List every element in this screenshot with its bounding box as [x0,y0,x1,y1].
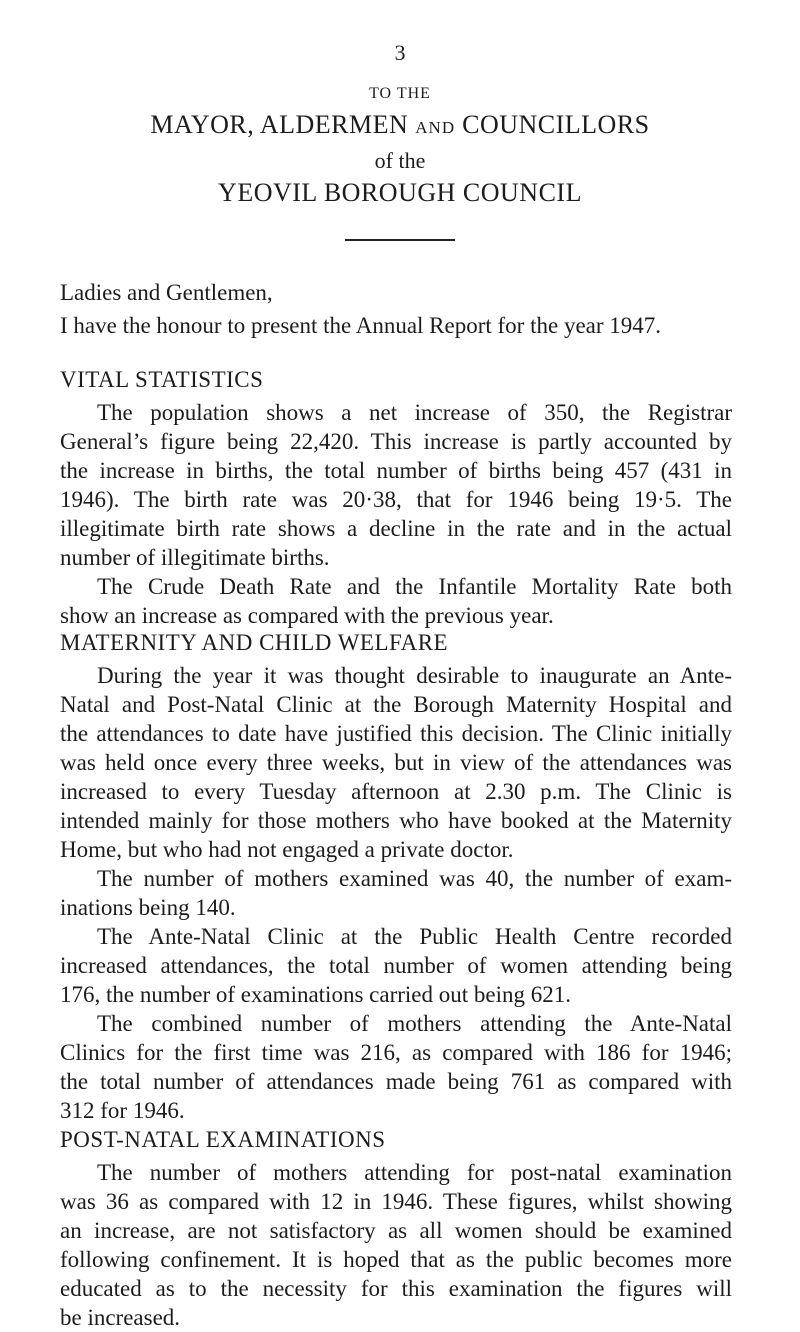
address-of-the: of the [374,148,426,173]
section-heading-vital-statistics: VITAL STATISTICS [60,367,264,392]
text-line: 312 for 1946. [60,1098,185,1123]
address-mayor-line [0,110,800,140]
text-line: illegitimate birth rate shows a decline in the rate and in the actual [60,516,732,541]
text-line: The Crude Death Rate and the Infantile Mortality Rate both [97,574,732,599]
text-line: the attendances to date have justified this decision. The Clinic initially [60,721,732,746]
section-body-maternity [60,661,732,1125]
text-line: Natal and Post-Natal Clinic at the Borough Maternity Hospital and [60,692,732,717]
text-line: Clinics for the first time was 216, as compared with 186 for 1946; [60,1040,732,1065]
section-body-vital-statistics [60,398,732,630]
text-line: The population shows a net increase of 350, the Registrar [97,400,732,425]
address-councillors: COUNCILLORS [462,110,650,139]
text-line: intended mainly for those mothers who have booked at the Maternity [60,808,732,833]
section-heading-maternity: MATERNITY AND CHILD WELFARE [60,630,449,655]
text-line: educated as to the necessity for this examination the figures will [60,1276,732,1301]
text-line: was 36 as compared with 12 in 1946. These figures, whilst showing [60,1189,732,1214]
greeting: Ladies and Gentlemen, [60,280,273,305]
section-body-post-natal [60,1158,732,1332]
text-line: Home, but who had not engaged a private doctor. [60,837,514,862]
text-line: show an increase as compared with the previous year. [60,603,554,628]
intro-line: I have the honour to present the Annual Report for the year 1947. [60,313,662,338]
text-line: The number of mothers examined was 40, the number of exam- [97,866,732,891]
address-council-name: YEOVIL BOROUGH COUNCIL [218,178,582,207]
page-number: 3 [394,40,406,65]
intro-paragraph [60,311,732,340]
text-line: General’s figure being 22,420. This increase is partly accounted by [60,429,732,454]
text-line: inations being 140. [60,895,236,920]
text-line: The Ante-Natal Clinic at the Public Health Centre recorded [97,924,732,949]
address-mayor-aldermen: MAYOR, ALDERMEN [150,110,409,139]
section-heading-post-natal: POST-NATAL EXAMINATIONS [60,1127,386,1152]
text-line: The combined number of mothers attending the Ante-Natal [97,1011,732,1036]
text-line: was held once every three weeks, but in view of the attendances was [60,750,732,775]
text-line: following confinement. It is hoped that as the public becomes more [60,1247,732,1272]
text-line: increased to every Tuesday afternoon at 2.30 p.m. The Clinic is [60,779,732,804]
text-line: the increase in births, the total number of births being 457 (431 in [60,458,732,483]
address-and: AND [415,118,456,137]
text-line: increased attendances, the total number of women attending being [60,953,732,978]
divider-rule [345,239,455,241]
text-line: the total number of attendances made being 761 as compared with [60,1069,732,1094]
text-line: 1946). The birth rate was 20·38, that for 1946 being 19·5. The [60,487,732,512]
address-to-the: TO THE [369,85,431,102]
text-line: The number of mothers attending for post-natal examination [97,1160,732,1185]
text-line: be increased. [60,1305,181,1330]
text-line: an increase, are not satisfactory as all women should be examined [60,1218,732,1243]
text-line: 176, the number of examinations carried out being 621. [60,982,571,1007]
text-line: During the year it was thought desirable to inaugurate an Ante- [97,663,732,688]
text-line: number of illegitimate births. [60,545,330,570]
